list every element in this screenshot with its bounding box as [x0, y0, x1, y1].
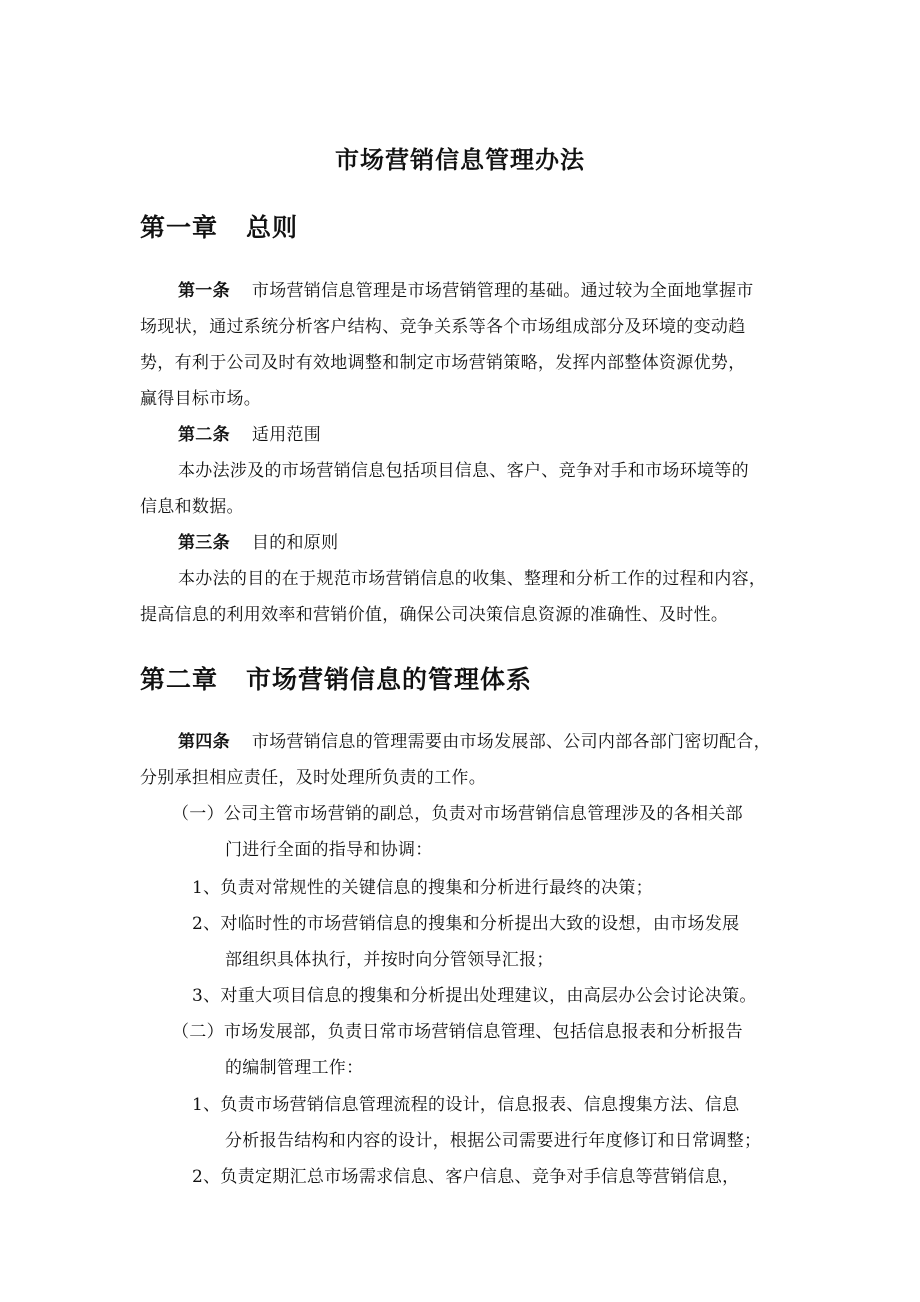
paragraph-line: 信息和数据。	[140, 497, 244, 517]
list-item-continuation: 部组织具体执行，并按时向分管领导汇报；	[225, 950, 554, 970]
article-2-heading: 第二条 适用范围	[178, 425, 322, 445]
list-item-continuation: 分析报告结构和内容的设计，根据公司需要进行年度修订和日常调整；	[225, 1131, 762, 1151]
article-label: 第一条	[178, 281, 230, 301]
list-item: 2、负责定期汇总市场需求信息、客户信息、竞争对手信息等营销信息，	[192, 1167, 740, 1187]
chapter-heading-2	[140, 660, 532, 696]
article-1-line: 第一条 市场营销信息管理是市场营销管理的基础。通过较为全面地掌握市	[178, 281, 754, 301]
chapter-title: 总则	[246, 213, 299, 242]
chapter-title: 市场营销信息的管理体系	[246, 665, 533, 694]
article-label: 第三条	[178, 533, 230, 553]
section-1-line: （一）公司主管市场营销的副总，负责对市场营销信息管理涉及的各相关部	[172, 804, 743, 824]
list-item: 1、负责市场营销信息管理流程的设计，信息报表、信息搜集方法、信息	[192, 1095, 740, 1115]
paragraph-line: 场现状，通过系统分析客户结构、竞争关系等各个市场组成部分及环境的变动趋	[140, 317, 746, 337]
section-1-line: 门进行全面的指导和协调：	[225, 840, 433, 860]
list-item: 2、对临时性的市场营销信息的搜集和分析提出大致的设想，由市场发展	[192, 914, 740, 934]
paragraph-line: 本办法的目的在于规范市场营销信息的收集、整理和分析工作的过程和内容，	[178, 569, 767, 589]
article-label: 第二条	[178, 425, 230, 445]
section-2-line: 的编制管理工作：	[225, 1058, 364, 1078]
section-2-line: （二）市场发展部，负责日常市场营销信息管理、包括信息报表和分析报告	[172, 1022, 743, 1042]
paragraph-line: 势，有利于公司及时有效地调整和制定市场营销策略，发挥内部整体资源优势，	[140, 353, 746, 373]
list-item: 3、对重大项目信息的搜集和分析提出处理建议，由高层办公会讨论决策。	[192, 986, 757, 1006]
document-title: 市场营销信息管理办法	[335, 145, 585, 174]
article-label: 第四条	[178, 732, 230, 752]
chapter-label: 第二章	[140, 665, 219, 694]
chapter-label: 第一章	[140, 213, 219, 242]
chapter-heading-1	[140, 208, 298, 244]
article-4-line: 第四条 市场营销信息的管理需要由市场发展部、公司内部各部门密切配合，	[178, 732, 771, 752]
article-3-heading: 第三条 目的和原则	[178, 533, 339, 553]
paragraph-line: 分别承担相应责任，及时处理所负责的工作。	[140, 768, 486, 788]
paragraph-line: 本办法涉及的市场营销信息包括项目信息、客户、竞争对手和市场环境等的	[178, 461, 749, 481]
list-item: 1、负责对常规性的关键信息的搜集和分析进行最终的决策；	[192, 878, 653, 898]
paragraph-line: 赢得目标市场。	[140, 389, 262, 409]
paragraph-line: 提高信息的利用效率和营销价值，确保公司决策信息资源的准确性、及时性。	[140, 605, 729, 625]
